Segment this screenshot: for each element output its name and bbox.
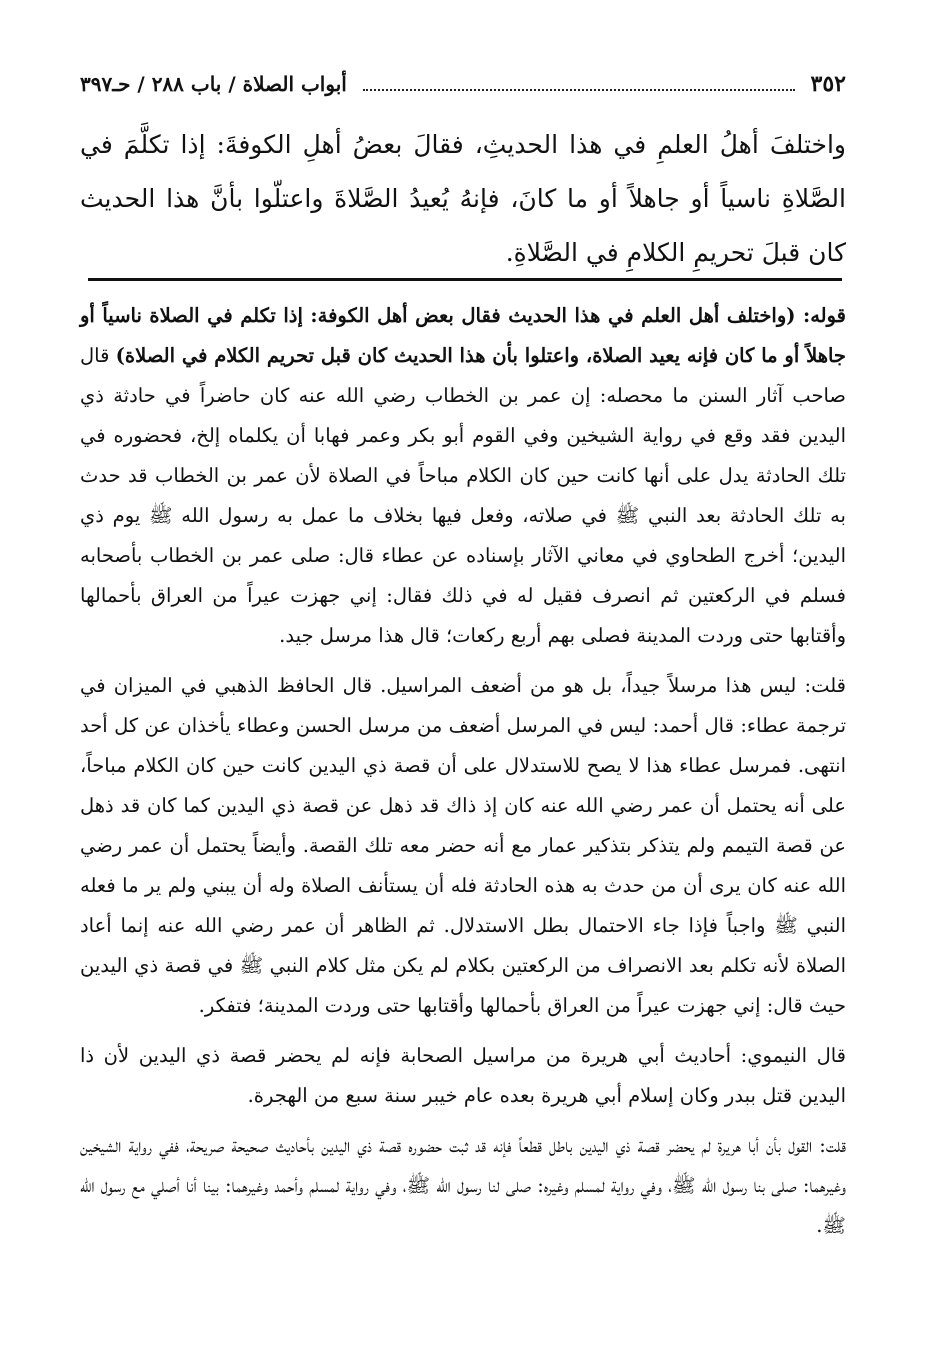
- commentary-paragraph-3: قال النيموي: أحاديث أبي هريرة من مراسيل الصحابة فإنه لم يحضر قصة ذي اليدين لأن ذا اليدين قتل ببدر وكان إسلام أبي هريرة بعده عام خيبر سنة سبع من الهجرة.: [80, 1044, 846, 1107]
- main-text: واختلفَ أهلُ العلمِ في هذا الحديثِ، فقالَ بعضُ أهلِ الكوفةَ: إذا تكلَّمَ في الصَّلاةِ ناسياً أو جاهلاً أو ما كانَ، فإنهُ يُعيدُ الصَّلاةَ واعتلّوا بأنَّ هذا الحديث كان قبلَ تحريمِ الكلامِ في الصَّلاةِ.: [80, 130, 846, 267]
- commentary: [80, 296, 846, 1256]
- running-header: [80, 66, 846, 102]
- commentary-paragraph-1-rest: قال صاحب آثار السنن ما محصله: إن عمر بن الخطاب رضي الله عنه كان حاضراً في حادثة ذي اليدين فقد وقع في رواية الشيخين وفي القوم أبو بكر وعمر فهابا أن يكلماه إلخ، فحضوره في تلك الحادثة يدل على أنها كانت حين كان الكلام مباحاً في الصلاة لأن عمر بن الخطاب قد حدث به تلك الحادثة بعد النبي ﷺ في صلاته، وفعل فيها بخلاف ما عمل به رسول الله ﷺ يوم ذي اليدين؛ أخرج الطحاوي في معاني الآثار بإسناده عن عطاء قال: صلى عمر بن الخطاب بأصحابه فسلم في الركعتين ثم انصرف فقيل له في ذلك فقال: إني جهزت عيراً من العراق بأحمالها وأقتابها حتى وردت المدينة فصلى بهم أربع ركعات؛ قال هذا مرسل جيد.: [80, 344, 846, 647]
- page-number: ٣٥٢: [810, 71, 846, 97]
- header-leader-dots: [363, 89, 795, 91]
- commentary-paragraph-1: [80, 296, 846, 656]
- commentary-paragraph-2: قلت: ليس هذا مرسلاً جيداً، بل هو من أضعف المراسيل. قال الحافظ الذهبي في الميزان في ترجمة عطاء: قال أحمد: ليس في المرسل أضعف من مرسل الحسن وعطاء يأخذان عن كل أحد انتهى. فمرسل عطاء هذا لا يصح للاستدلال على أن قصة ذي اليدين كانت حين كان الكلام مباحاً، على أنه يحتمل أن عمر رضي الله عنه كان إذ ذاك قد ذهل عن قصة ذي اليدين كما كان قد ذهل عن قصة التيمم ولم يتذكر بتذكير عمار مع أنه حضر معه تلك القصة. وأيضاً يحتمل أن عمر رضي الله عنه كان يرى أن من حدث به هذه الحادثة فله أن يستأنف الصلاة وله أن يبني ولم ير ما فعله النبي ﷺ واجباً فإذا جاء الاحتمال بطل الاستدلال. ثم الظاهر أن عمر رضي الله عنه إنما أعاد الصلاة لأنه تكلم بعد الانصراف من الركعتين بكلام لم يكن مثل كلام النبي ﷺ في قصة ذي اليدين حيث قال: إني جهزت عيراً من العراق بأحمالها وأقتابها حتى وردت المدينة؛ فتفكر.: [80, 674, 846, 1017]
- commentary-quote-bold: قوله: (واختلف أهل العلم في هذا الحديث فقال بعض أهل الكوفة: إذا تكلم في الصلاة ناسياً أو جاهلاً أو ما كان فإنه يعيد الصلاة، واعتلوا بأن هذا الحديث كان قبل تحريم الكلام في الصلاة): [80, 304, 846, 367]
- commentary-paragraph-4: قلت: القول بأن أبا هريرة لم يحضر قصة ذي اليدين باطل قطعاً فإنه قد ثبت حضوره قصة ذي اليدين بأحاديث صحيحة صريحة، ففي رواية الشيخين وغيرهما: صلى بنا رسول الله ﷺ، وفي رواية لمسلم وغيره: صلى لنا رسول الله ﷺ، وفي رواية لمسلم وأحمد وغيرهما: بينا أنا أصلي مع رسول الله ﷺ.: [80, 1134, 846, 1237]
- separator-rule: [88, 278, 842, 281]
- header-title: أبواب الصلاة / باب ٢٨٨ / حـ٣٩٧: [80, 72, 347, 96]
